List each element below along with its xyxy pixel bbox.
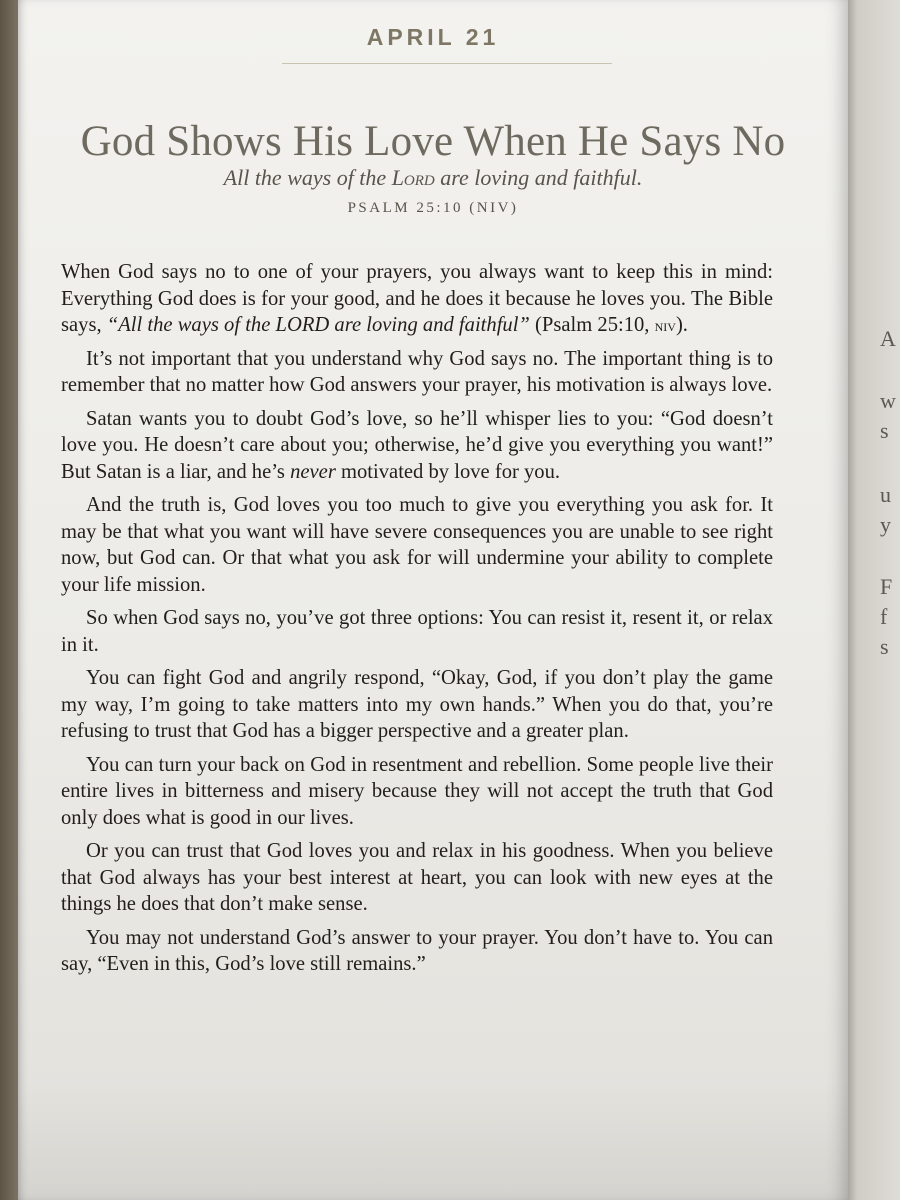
facing-page-fragment: s [880,634,889,659]
paragraph: And the truth is, God loves you too much to give you everything you ask for. It may be that what you want will have severe consequences you are unable to see right now, but God can. Or that what you ask for will undermine your ability to complete your life mission. [61,494,773,596]
facing-page-fragment: f [880,604,888,629]
scripture-reference-end: ). [675,314,688,336]
paragraph: You can turn your back on God in resentment and rebellion. Some people live their entire lives in bitterness and misery because they will not accept the truth that God only does what is good in our lives. [61,753,773,829]
facing-page-fragment: s [880,418,889,443]
paragraph: So when God says no, you’ve got three options: You can resist it, resent it, or relax in it. [61,607,773,656]
devotional-body [61,259,773,985]
page-shadow [18,1080,848,1200]
paragraph: It’s not important that you understand why God says no. The important thing is to remember that no matter how God answers your prayer, his motivation is always love. [61,347,773,396]
paragraph: Or you can trust that God loves you and relax in his goodness. When you believe that God always has your best interest at heart, you can look with new eyes at the things he does that don’t make sense. [61,840,773,915]
book-page [18,0,848,1200]
facing-page-fragment: w [880,388,896,413]
emphasis-text: never [290,460,336,483]
facing-page-fragment: y [880,512,891,537]
page-date: APRIL 21 [366,24,500,50]
paragraph: You may not understand God’s answer to your prayer. You don’t have to. You can say, “Even in this, God’s love still remains.” [61,926,773,975]
paragraph [61,406,773,486]
paragraph-text: motivated by love for you. [335,460,561,483]
paragraph-text: When God says no to one of your prayers, you always want to keep this in mind: Everything God does is for your good, and he does it because he loves you. The Bible says, [61,261,773,336]
paragraph [61,259,773,339]
scripture-reference: (Psalm 25:10, [529,314,655,336]
epigraph-citation: PSALM 25:10 (NIV) [347,200,519,216]
facing-page-fragment: F [880,574,893,599]
epigraph-verse [18,165,848,191]
date-divider [282,63,612,64]
epigraph-lord: Lord [391,165,435,190]
facing-page [848,0,900,1200]
facing-page-fragment: u [880,482,891,507]
facing-page-fragment: A [880,326,896,351]
scripture-quote: “All the ways of the LORD are loving and faithful” [106,314,530,336]
page-title: God Shows His Love When He Says No [80,117,786,165]
epigraph-text: are loving and faithful. [434,165,643,190]
paragraph: You can fight God and angrily respond, “Okay, God, if you don’t play the game my way, I’m going to take matters into my own hands.” When you do that, you’re refusing to trust that God has a bigger perspective and a greater plan. [61,667,773,742]
bible-version: niv [654,315,676,335]
paragraph-text: Satan wants you to doubt God’s love, so he’ll whisper lies to you: “God doesn’t love you. He doesn’t care about you; otherwise, he’d give you everything you want!” But Satan is a liar, and he’s [61,407,773,483]
epigraph-text: All the ways of the [223,165,392,190]
